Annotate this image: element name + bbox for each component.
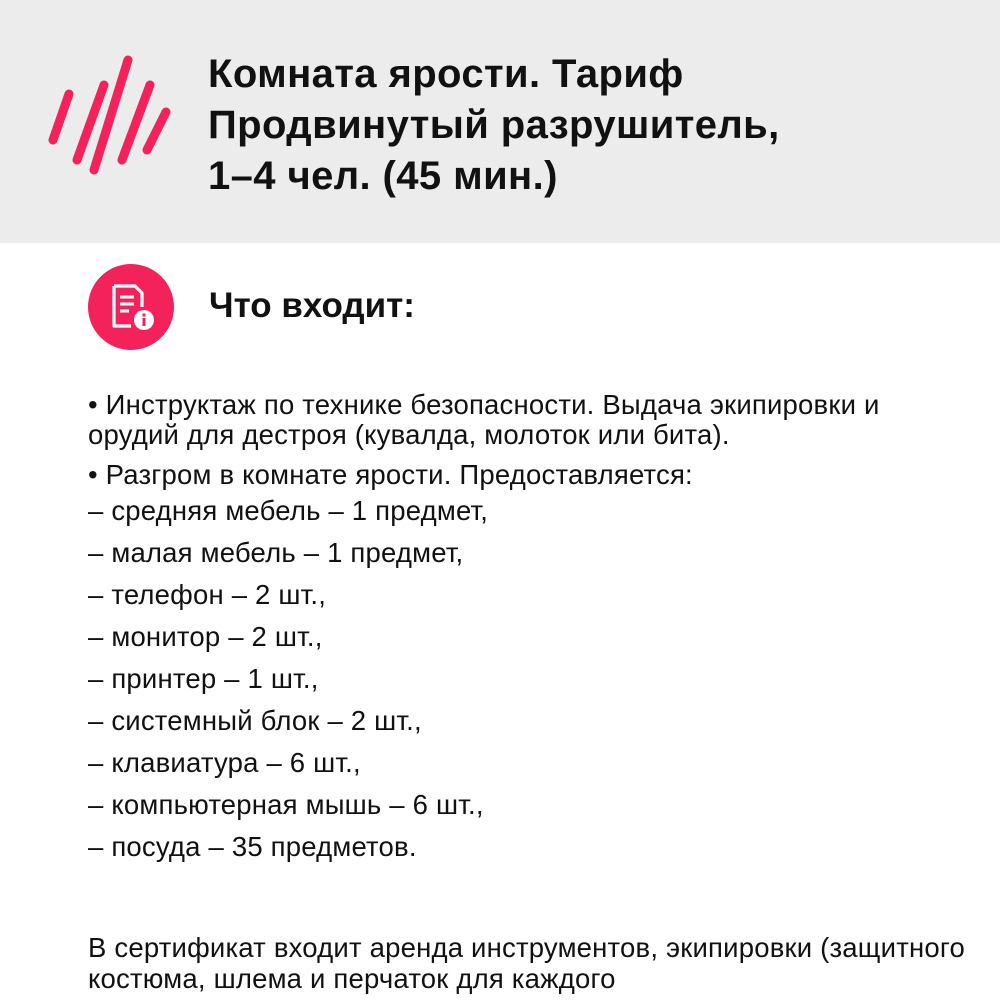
title-line-2: Продвинутый разрушитель,: [208, 103, 780, 147]
header-banner: [0, 0, 1000, 243]
list-item: – монитор – 2 шт.,: [88, 621, 323, 652]
list-item: – малая мебель – 1 предмет,: [88, 537, 464, 568]
section-title: Что входит:: [209, 286, 415, 325]
page-title: [208, 49, 968, 202]
document-info-icon: [88, 264, 174, 350]
list-item: – принтер – 1 шт.,: [88, 663, 319, 694]
list-item: – телефон – 2 шт.,: [88, 579, 327, 610]
certificate-note: В сертификат входит аренда инструментов, экипировки (защитного костюма, шлема и перчаток для каждого: [88, 932, 965, 994]
list-item: – средняя мебель – 1 предмет,: [88, 495, 489, 526]
paragraph-instruction: • Инструктаж по технике безопасности. Выдача экипировки и орудий для дестроя (кувалда, молоток или бита).: [88, 389, 880, 450]
list-item: – компьютерная мышь – 6 шт.,: [88, 789, 484, 820]
list-item: – клавиатура – 6 шт.,: [88, 747, 361, 778]
list-item: – системный блок – 2 шт.,: [88, 705, 422, 736]
paragraph-destruction: • Разгром в комнате ярости. Предоставляется:: [88, 459, 693, 490]
title-line-3: 1–4 чел. (45 мин.): [208, 154, 558, 198]
slash-stripes-logo: [42, 52, 174, 176]
included-list: [88, 390, 968, 868]
list-item: – посуда – 35 предметов.: [88, 831, 417, 862]
title-line-1: Комната ярости. Тариф: [208, 52, 684, 96]
